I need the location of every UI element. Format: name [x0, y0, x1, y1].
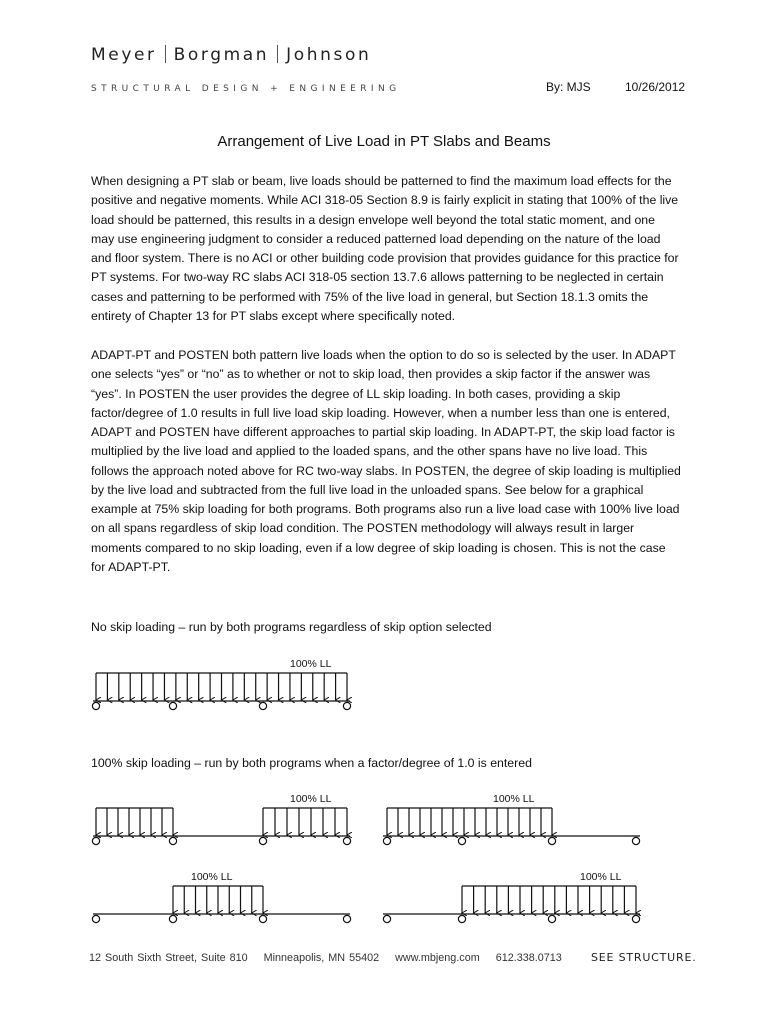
body-paragraph: ADAPT-PT and POSTEN both pattern live loads when the option to do so is selected by the user. In ADAPT one selects “yes” or “no” as to whether or not to skip load, then provides a skip factor if the answer was “yes”. In POSTEN the user provides the degree of LL skip loading. In both cases, providing a skip factor/degree of 1.0 results in full live load skip loading. However, when a number less than one is entered, ADAPT and POSTEN have different approaches to partial skip loading. In ADAPT-PT, the skip load factor is multiplied by the live load and applied to the loaded spans, and the other spans have no live load. This follows the approach noted above for RC two-way slabs. In POSTEN, the degree of skip loading is multiplied by the live load and subtracted from the full live load in the unloaded spans. See below for a graphical example at 75% skip loading for both programs. Both programs also run a live load case with 100% live load on all spans regardless of skip load condition. The POSTEN methodology will always result in larger moments compared to no skip loading, even if a low degree of skip loading is chosen. This is not the case for ADAPT-PT.: [91, 348, 681, 574]
author-line: By: MJS: [546, 80, 591, 94]
document-title: Arrangement of Live Load in PT Slabs and Beams: [217, 133, 551, 150]
load-label: 100% LL: [580, 871, 622, 883]
firm-name-part: Meyer: [91, 45, 157, 65]
support-circle: [343, 837, 350, 844]
support-circle: [343, 702, 350, 709]
footer-slogan: SEE STRUCTURE.: [591, 951, 697, 964]
footer-phone: 612.338.0713: [495, 952, 562, 964]
figure-caption-no-skip: No skip loading – run by both programs regardless of skip option selected: [91, 620, 492, 634]
footer-city: Minneapolis, MN 55402: [263, 952, 380, 964]
load-label: 100% LL: [493, 793, 535, 805]
load-label: 100% LL: [290, 793, 332, 805]
load-label: 100% LL: [290, 658, 332, 670]
support-circle: [548, 915, 555, 922]
support-circle: [259, 702, 266, 709]
footer-website[interactable]: www.mbjeng.com: [395, 952, 480, 964]
support-circle: [259, 837, 266, 844]
footer-address: 12 South Sixth Street, Suite 810: [89, 952, 248, 964]
support-circle: [169, 702, 176, 709]
firm-name-part: Borgman: [173, 45, 270, 65]
support-circle: [383, 837, 390, 844]
support-circle: [632, 915, 639, 922]
document-date: 10/26/2012: [625, 80, 686, 94]
body-paragraph: When designing a PT slab or beam, live loads should be patterned to find the maximum load effects for the positive and negative moments. While ACI 318-05 Section 8.9 is fairly explicit in stating that 100% of the live load should be patterned, this results in a design envelope well beyond the total static moment, and one may use engineering judgment to consider a reduced patterned load depending on the nature of the load and floor system. There is no ACI or other building code provision that provides guidance for this practice for PT systems. For two-way RC slabs ACI 318-05 section 13.7.6 allows patterning to be neglected in certain cases and patterning to be performed with 75% of the live load in general, but Section 18.1.3 omits the entirety of Chapter 13 for PT slabs except where specifically noted.: [91, 174, 679, 323]
support-circle: [169, 915, 176, 922]
support-circle: [169, 837, 176, 844]
firm-name-part: Johnson: [286, 45, 372, 65]
firm-tagline: STRUCTURAL DESIGN + ENGINEERING: [91, 84, 401, 94]
support-circle: [343, 915, 350, 922]
support-circle: [383, 915, 390, 922]
support-circle: [458, 837, 465, 844]
footer-contact: [89, 952, 574, 964]
support-circle: [92, 915, 99, 922]
support-circle: [92, 702, 99, 709]
support-circle: [92, 837, 99, 844]
support-circle: [632, 837, 639, 844]
figure-caption-full-skip: 100% skip loading – run by both programs when a factor/degree of 1.0 is entered: [91, 756, 532, 770]
load-label: 100% LL: [191, 871, 233, 883]
support-circle: [458, 915, 465, 922]
support-circle: [259, 915, 266, 922]
support-circle: [548, 837, 555, 844]
